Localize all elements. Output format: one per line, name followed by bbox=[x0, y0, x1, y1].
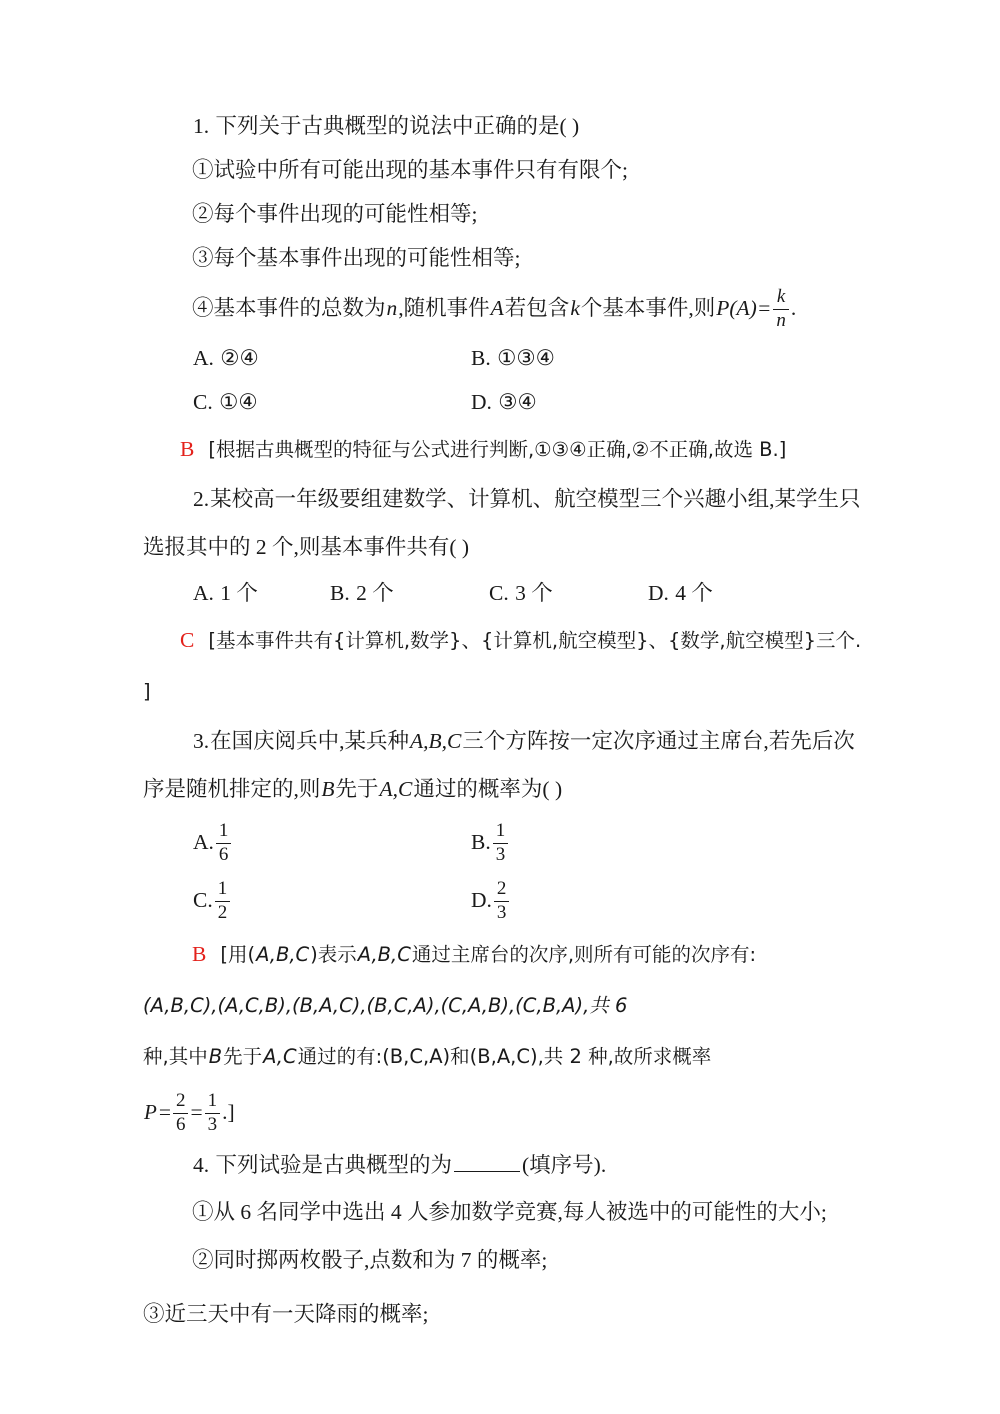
question-1-solution-text: [根据古典概型的特征与公式进行判断,①③④正确,②不正确,故选 B.] bbox=[208, 438, 787, 461]
fraction-denominator: 6 bbox=[216, 843, 232, 865]
question-2-options-row bbox=[143, 571, 873, 615]
fraction-numerator: 1 bbox=[218, 820, 229, 842]
option-a-fraction bbox=[216, 821, 232, 864]
formula-equals-2: = bbox=[190, 1100, 203, 1124]
option-b-fraction bbox=[493, 821, 509, 864]
option-a-label: A. bbox=[193, 346, 214, 370]
question-2 bbox=[143, 475, 873, 717]
option-a-text: 1 个 bbox=[220, 581, 258, 605]
question-3-answer-block bbox=[143, 929, 873, 980]
question-4-statement-1: ①从 6 名同学中选出 4 人参加数学竞赛,每人被选中的可能性的大小; bbox=[192, 1200, 827, 1224]
question-3-solution-vars-ac: A,C bbox=[263, 1045, 297, 1068]
question-1-answer-key: B bbox=[180, 437, 195, 461]
question-1-option-d[interactable] bbox=[470, 380, 537, 424]
statement-4-var-k: k bbox=[570, 296, 580, 320]
question-1-answer-block bbox=[143, 424, 873, 475]
option-b-text: ①③④ bbox=[497, 346, 555, 370]
option-d-label: D. bbox=[471, 390, 492, 414]
question-1-stem bbox=[143, 104, 873, 148]
question-1-option-a[interactable] bbox=[192, 336, 259, 380]
question-1-options-row-2 bbox=[143, 380, 873, 424]
question-3-solution-formula bbox=[143, 1082, 873, 1142]
question-1 bbox=[143, 104, 873, 475]
statement-4-var-a: A bbox=[490, 296, 504, 320]
question-3-option-b[interactable] bbox=[470, 813, 509, 871]
fraction-denominator: 3 bbox=[494, 901, 510, 923]
question-1-options-row-1 bbox=[143, 336, 873, 380]
option-b-label: B. bbox=[471, 346, 491, 370]
question-3-solution-vars-2: A,B,C bbox=[357, 943, 411, 966]
option-d-fraction bbox=[494, 879, 510, 922]
option-c-text: 3 个 bbox=[515, 581, 553, 605]
question-2-stem bbox=[143, 475, 873, 571]
question-3-answer-key: B bbox=[192, 942, 207, 966]
question-4-stem bbox=[143, 1142, 873, 1188]
formula-pa-lhs: P(A)= bbox=[716, 296, 772, 320]
statement-4-mid-1: ,随机事件 bbox=[398, 296, 490, 320]
question-3-stem-part-4: 通过的概率为( ) bbox=[413, 777, 563, 801]
formula-equals-1: = bbox=[158, 1100, 171, 1124]
question-3-stem-part-1: 在国庆阅兵中,某兵种 bbox=[210, 729, 410, 753]
question-3-option-d[interactable] bbox=[470, 871, 510, 929]
question-4-answer-blank[interactable] bbox=[454, 1154, 520, 1172]
question-3-option-a[interactable] bbox=[192, 813, 232, 871]
option-b-label: B. bbox=[330, 581, 350, 605]
statement-4-suffix: . bbox=[790, 296, 797, 320]
fraction-numerator: 2 bbox=[496, 878, 507, 900]
question-1-option-b[interactable] bbox=[470, 336, 555, 380]
formula-end-bracket: .] bbox=[222, 1100, 235, 1124]
question-3-solution-l3-b: 先于 bbox=[223, 1045, 263, 1068]
question-3-solution-l3-c: 通过的有:(B,C,A)和(B,A,C),共 2 种,故所求概率 bbox=[297, 1045, 712, 1068]
question-2-solution-text: [基本事件共有{计算机,数学}、{计算机,航空模型}、{数学,航空模型}三个. ] bbox=[143, 629, 862, 703]
option-c-label: C. bbox=[489, 581, 509, 605]
question-2-option-a[interactable] bbox=[192, 571, 258, 615]
statement-4-var-n: n bbox=[386, 296, 398, 320]
question-2-answer-block bbox=[143, 615, 873, 717]
question-3-solution-l3-a: 种,其中 bbox=[143, 1045, 208, 1068]
question-3-options-row-1 bbox=[143, 813, 873, 871]
option-c-label: C. bbox=[193, 390, 213, 414]
question-4-statement-3 bbox=[143, 1284, 873, 1344]
option-c-text: ①④ bbox=[219, 390, 258, 414]
question-4-number: 4. bbox=[193, 1153, 210, 1177]
question-1-statement-4 bbox=[143, 280, 873, 336]
option-b-label: B. bbox=[471, 830, 491, 854]
question-3-solution-l1-b: )表示 bbox=[310, 943, 357, 966]
document-content bbox=[143, 104, 873, 1344]
question-3-solution-line-2 bbox=[143, 980, 873, 1031]
question-2-option-b[interactable] bbox=[329, 571, 394, 615]
question-3-option-c[interactable] bbox=[192, 871, 231, 929]
question-1-statement-2: ②每个事件出现的可能性相等; bbox=[192, 202, 478, 226]
question-2-answer-key: C bbox=[180, 628, 195, 652]
fraction-numerator: 1 bbox=[207, 1090, 218, 1112]
question-2-number: 2. bbox=[193, 487, 210, 511]
option-c-label: C. bbox=[193, 888, 213, 912]
fraction-numerator: 2 bbox=[175, 1090, 186, 1112]
question-3-solution-vars-1: A,B,C bbox=[256, 943, 310, 966]
formula-fraction-k-over-n bbox=[773, 287, 789, 330]
statement-4-mid-2: 若包含 bbox=[504, 296, 570, 320]
question-3-options-row-2 bbox=[143, 871, 873, 929]
option-d-label: D. bbox=[471, 888, 492, 912]
option-d-text: 4 个 bbox=[675, 581, 713, 605]
question-3-solution-l1-c: 通过主席台的次序,则所有可能的次序有: bbox=[411, 943, 757, 966]
option-b-text: 2 个 bbox=[356, 581, 394, 605]
fraction-denominator: n bbox=[773, 309, 789, 331]
fraction-numerator: 1 bbox=[217, 878, 228, 900]
fraction-denominator: 3 bbox=[493, 843, 509, 865]
question-3-solution-l1-a: [用( bbox=[220, 943, 256, 966]
fraction-denominator: 6 bbox=[173, 1113, 189, 1135]
formula-fraction-1-over-3 bbox=[205, 1091, 221, 1134]
question-1-statement-1: ①试验中所有可能出现的基本事件只有有限个; bbox=[192, 158, 628, 182]
question-3-stem-part-2: 三个方阵按一定次序通过主席台,若先后次序是随机排定的,则 bbox=[143, 729, 855, 801]
question-3-permutations-list: (A,B,C),(A,C,B),(B,A,C),(B,C,A),(C,A,B),(C,B,A),共 6 bbox=[143, 994, 628, 1017]
question-3 bbox=[143, 717, 873, 1142]
question-3-vars-abc: A,B,C bbox=[410, 729, 462, 753]
question-4-stem-text-b: (填序号). bbox=[522, 1153, 607, 1177]
formula-fraction-2-over-6 bbox=[173, 1091, 189, 1134]
option-a-text: ②④ bbox=[220, 346, 259, 370]
question-3-var-b: B bbox=[321, 777, 335, 801]
question-3-solution-line-3 bbox=[143, 1031, 873, 1082]
question-3-number: 3. bbox=[193, 729, 210, 753]
statement-4-mid-3: 个基本事件,则 bbox=[580, 296, 716, 320]
question-1-number: 1. bbox=[193, 114, 210, 138]
option-a-label: A. bbox=[193, 581, 214, 605]
question-4-statement-3-text: ③近三天中有一天降雨的概率; bbox=[143, 1302, 429, 1326]
statement-4-prefix: ④基本事件的总数为 bbox=[192, 296, 386, 320]
option-d-label: D. bbox=[648, 581, 669, 605]
fraction-numerator: k bbox=[776, 286, 786, 308]
question-3-stem-part-3: 先于 bbox=[335, 777, 379, 801]
question-1-statement-3: ③每个基本事件出现的可能性相等; bbox=[192, 246, 521, 270]
question-4 bbox=[143, 1142, 873, 1344]
question-3-stem bbox=[143, 717, 873, 813]
formula-var-p: P bbox=[144, 1100, 157, 1124]
question-2-option-d[interactable] bbox=[647, 571, 713, 615]
question-3-vars-ac: A,C bbox=[379, 777, 413, 801]
question-3-solution-var-b: B bbox=[208, 1045, 223, 1068]
option-a-label: A. bbox=[193, 830, 214, 854]
fraction-denominator: 2 bbox=[215, 901, 231, 923]
question-2-stem-text: 某校高一年级要组建数学、计算机、航空模型三个兴趣小组,某学生只选报其中的 2 个,则基本事件共有( ) bbox=[143, 487, 861, 559]
question-4-stem-text-a: 下列试验是古典概型的为 bbox=[215, 1153, 453, 1177]
question-1-stem-text: 下列关于古典概型的说法中正确的是( ) bbox=[215, 114, 580, 138]
option-d-text: ③④ bbox=[498, 390, 537, 414]
fraction-numerator: 1 bbox=[495, 820, 506, 842]
fraction-denominator: 3 bbox=[205, 1113, 221, 1135]
question-2-option-c[interactable] bbox=[488, 571, 553, 615]
question-4-statement-2: ②同时掷两枚骰子,点数和为 7 的概率; bbox=[192, 1248, 548, 1272]
question-1-option-c[interactable] bbox=[192, 380, 258, 424]
option-c-fraction bbox=[215, 879, 231, 922]
